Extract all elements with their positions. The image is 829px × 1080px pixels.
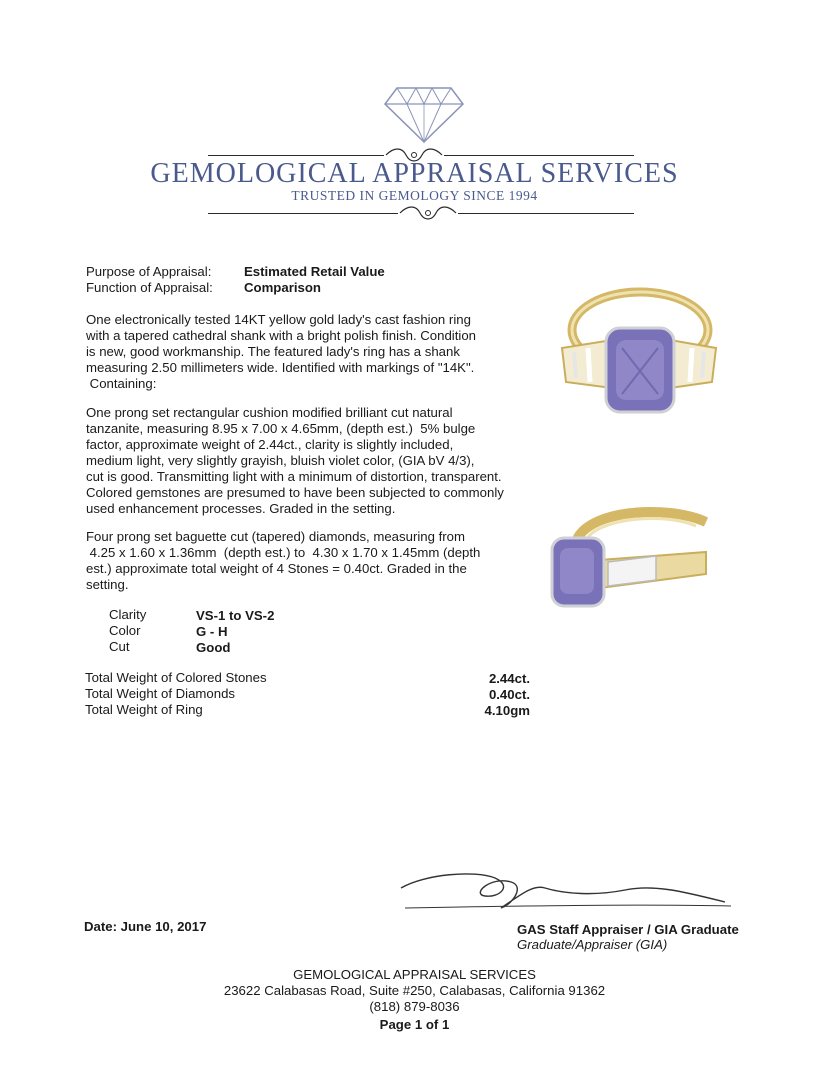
text-line: setting.	[86, 577, 129, 592]
total-label: Total Weight of Ring	[85, 702, 203, 717]
total-value: 0.40ct.	[488, 687, 530, 702]
appraiser-signature	[395, 862, 735, 918]
header-rule-bottom-right	[458, 213, 634, 214]
footer-phone: (818) 879-8036	[369, 999, 460, 1014]
page-number: Page 1 of 1	[379, 1017, 450, 1032]
grade-label: Clarity	[109, 607, 147, 622]
total-value: 2.44ct.	[488, 671, 530, 686]
text-line: measuring 2.50 millimeters wide. Identified with markings of "14K".	[86, 360, 475, 375]
function-value: Comparison	[244, 280, 321, 295]
function-label: Function of Appraisal:	[86, 280, 213, 295]
text-line: One electronically tested 14KT yellow gold lady's cast fashion ring	[86, 312, 471, 327]
text-line: is new, good workmanship. The featured lady's ring has a shank	[86, 344, 460, 359]
diamond-description	[86, 529, 536, 593]
footer-company: GEMOLOGICAL APPRAISAL SERVICES	[293, 967, 536, 982]
appraisal-date: Date: June 10, 2017	[84, 919, 207, 934]
signer-title: GAS Staff Appraiser / GIA Graduate	[517, 922, 739, 937]
text-line: used enhancement processes. Graded in the setting.	[86, 501, 396, 516]
text-line: est.) approximate total weight of 4 Stones = 0.40ct. Graded in the	[86, 561, 467, 576]
footer-address: 23622 Calabasas Road, Suite #250, Calabasas, California 91362	[223, 983, 606, 998]
header-rule-top-left	[208, 155, 384, 156]
grade-value: VS-1 to VS-2	[196, 608, 275, 623]
text-line: with a tapered cathedral shank with a bright polish finish. Condition	[86, 328, 476, 343]
grade-label: Cut	[109, 639, 130, 654]
company-name: GEMOLOGICAL APPRAISAL SERVICES	[150, 158, 679, 189]
header-rule-bottom-left	[208, 213, 398, 214]
total-label: Total Weight of Diamonds	[85, 686, 236, 701]
text-line: factor, approximate weight of 2.44ct., clarity is slightly included,	[86, 437, 454, 452]
text-line: tanzanite, measuring 8.95 x 7.00 x 4.65mm, (depth est.) 5% bulge	[86, 421, 476, 436]
ring-photo-side-view	[546, 500, 716, 610]
total-label: Total Weight of Colored Stones	[85, 670, 267, 685]
ring-description	[86, 312, 536, 392]
text-line: Four prong set baguette cut (tapered) diamonds, measuring from	[86, 529, 465, 544]
flourish-bottom-icon	[398, 205, 458, 221]
total-value: 4.10gm	[484, 703, 530, 718]
grade-label: Color	[109, 623, 141, 638]
header-rule-top-right	[444, 155, 634, 156]
text-line: 4.25 x 1.60 x 1.36mm (depth est.) to 4.30 x 1.70 x 1.45mm (depth	[86, 545, 481, 560]
diamond-logo-icon	[383, 86, 465, 144]
ring-photo-top-view	[552, 278, 722, 438]
company-tagline: TRUSTED IN GEMOLOGY SINCE 1994	[291, 188, 538, 203]
grade-value: G - H	[196, 624, 228, 639]
text-line: cut is good. Transmitting light with a minimum of distortion, transparent.	[86, 469, 502, 484]
text-line: Containing:	[86, 376, 157, 391]
text-line: Colored gemstones are presumed to have been subjected to commonly	[86, 485, 504, 500]
signer-subtitle: Graduate/Appraiser (GIA)	[517, 937, 668, 952]
purpose-label: Purpose of Appraisal:	[86, 264, 212, 279]
grade-value: Good	[196, 640, 231, 655]
purpose-value: Estimated Retail Value	[244, 264, 385, 279]
tanzanite-description	[86, 405, 536, 517]
text-line: medium light, very slightly grayish, bluish violet color, (GIA bV 4/3),	[86, 453, 475, 468]
text-line: One prong set rectangular cushion modified brilliant cut natural	[86, 405, 453, 420]
